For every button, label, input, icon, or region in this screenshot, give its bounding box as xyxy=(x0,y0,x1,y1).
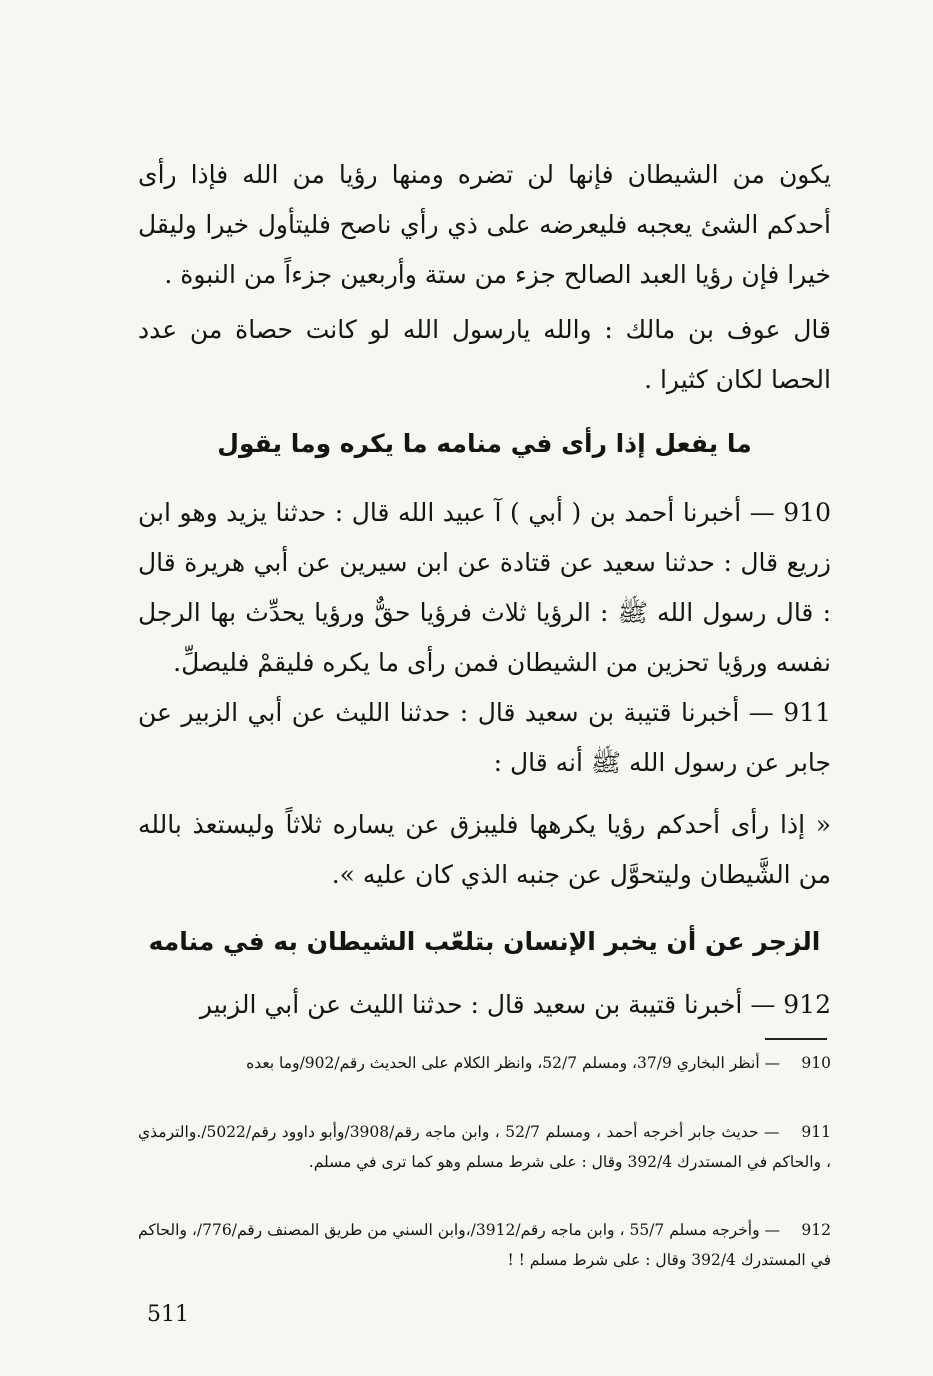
page-number: 511 xyxy=(147,1302,189,1327)
footnote-number: 910 xyxy=(801,1054,831,1072)
footnote-912 xyxy=(138,1215,831,1275)
hadith-text: — أخبرنا أحمد بن ( أبي ) آ عبيد الله قال : حدثنا يزيد وهو ابن زريع قال : حدثنا سعيد عن قتادة عن ابن سيرين عن أبي هريرة قال : قال رسول الله ﷺ : الرؤيا ثلاث فرؤيا حقٌّ ورؤيا يحدِّث بها الرجل نفسه ورؤيا تحزين من الشيطان فمن رأى ما يكره فليقمْ فليصلِّ. xyxy=(138,498,832,677)
hadith-912 xyxy=(138,980,831,1030)
hadith-number: 910 xyxy=(783,498,831,527)
section-heading-dream-dislike: ما يفعل إذا رأى في منامه ما يكره وما يقول xyxy=(217,429,752,458)
hadith-text: — أخبرنا قتيبة بن سعيد قال : حدثنا الليث عن أبي الزبير xyxy=(199,990,776,1019)
section-heading-warning: الزجر عن أن يخبر الإنسان بتلعّب الشيطان به في منامه xyxy=(148,927,821,956)
footnote-910 xyxy=(138,1048,831,1078)
footnote-number: 912 xyxy=(801,1221,831,1239)
hadith-911-quote: « إذا رأى أحدكم رؤيا يكرهها فليبزق عن يساره ثلاثاً وليستعذ بالله من الشَّيطان وليتحوَّل عن جنبه الذي كان عليه ». xyxy=(138,810,831,889)
hadith-910 xyxy=(138,488,831,688)
hadith-number: 911 xyxy=(783,698,831,727)
footnote-divider xyxy=(765,1038,827,1040)
paragraph-continuation: يكون من الشيطان فإنها لن تضره ومنها رؤيا من الله فإذا رأى أحدكم الشئ يعجبه فليعرضه على ذي رأي ناصح فليتأول خيرا وليقل خيرا فإن رؤيا العبد الصالح جزء من ستة وأربعين جزءاً من النبوة . xyxy=(138,160,831,289)
footnote-text: — أنظر البخاري 37/9، ومسلم 52/7، وانظر الكلام على الحديث رقم/902/وما بعده xyxy=(246,1054,781,1072)
paragraph-awf-ibn-malik: قال عوف بن مالك : والله يارسول الله لو كانت حصاة من عدد الحصا لكان كثيرا . xyxy=(138,315,831,394)
hadith-text: — أخبرنا قتيبة بن سعيد قال : حدثنا الليث عن أبي الزبير عن جابر عن رسول الله ﷺ أنه قال : xyxy=(138,698,831,777)
hadith-number: 912 xyxy=(783,990,831,1019)
footnote-911 xyxy=(138,1117,831,1177)
footnote-text: — حديث جابر أخرجه أحمد ، ومسلم 52/7 ، وابن ماجه رقم/3908/وأبو داوود رقم/5022/.والترمذي ، والحاكم في المستدرك 392/4 وقال : على شرط مسلم وهو كما ترى في مسلم. xyxy=(138,1123,831,1171)
hadith-911 xyxy=(138,688,831,788)
footnote-number: 911 xyxy=(801,1123,832,1141)
footnote-text: — وأخرجه مسلم 55/7 ، وابن ماجه رقم/3912/،وابن السني من طريق المصنف رقم/776/، والحاكم في المستدرك 392/4 وقال : على شرط مسلم ! ! xyxy=(138,1221,831,1269)
